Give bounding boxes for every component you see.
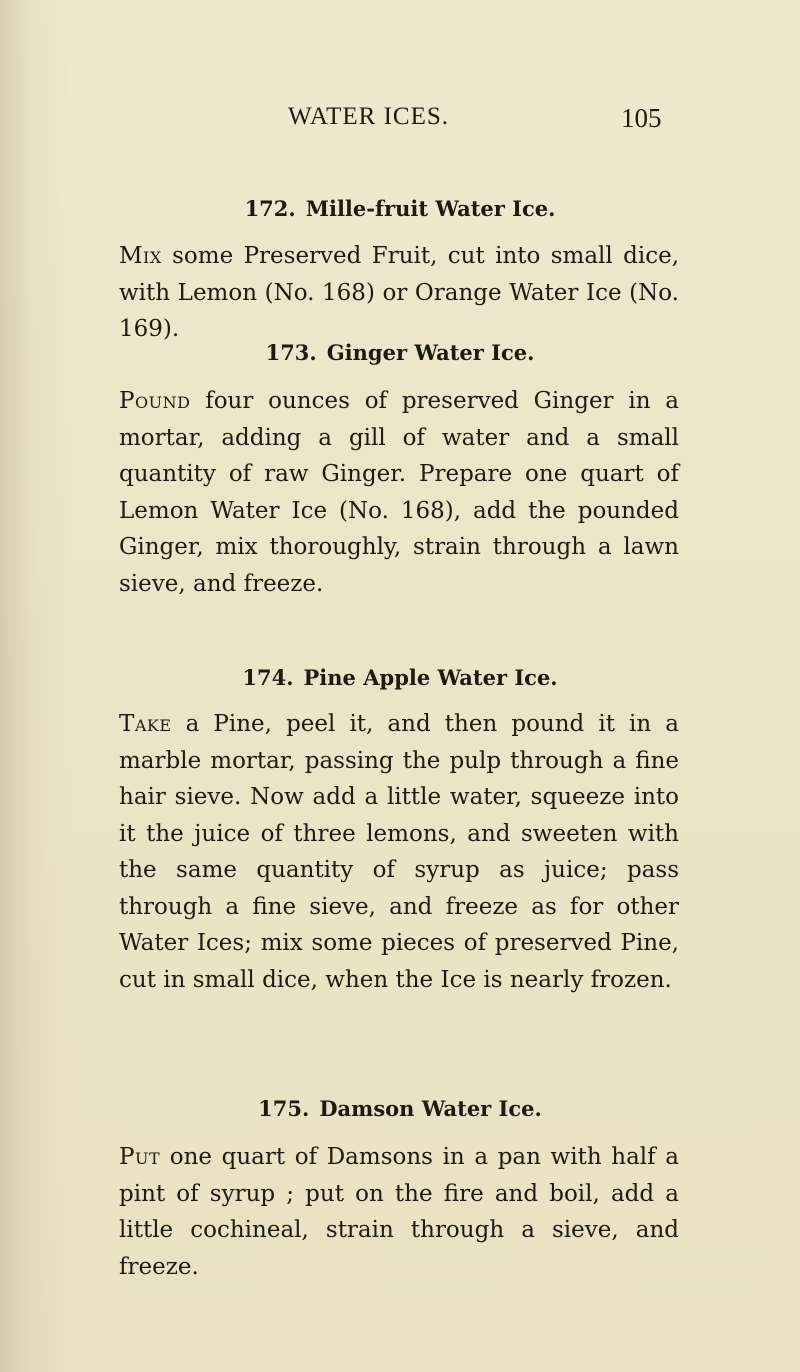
recipe-text: a Pine, peel it, and then pound it in a marble mortar, passing the pulp through a fine hair sieve. Now add a little water, squeeze into it the juice of three lemons, and sweeten with the same quantity of syrup as juice; pass through a fine sieve, and freeze as for other Water Ices; mix some pieces of preserved Pine, cut in small dice, when the Ice is nearly frozen. — [119, 711, 679, 993]
recipe-lead-word: Mix — [119, 243, 162, 269]
recipe-number: 173. — [265, 340, 317, 365]
recipe-heading — [0, 1096, 800, 1121]
recipe-title: Ginger Water Ice. — [326, 340, 535, 365]
recipe-body — [119, 238, 679, 348]
recipe-text: some Preserved Fruit, cut into small dice, with Lemon (No. 168) or Orange Water Ice (No. 169). — [119, 243, 679, 342]
recipe-body — [119, 383, 679, 602]
running-title: WATER ICES. — [288, 103, 449, 130]
page-number: 105 — [621, 103, 662, 133]
recipe-title: Pine Apple Water Ice. — [303, 665, 558, 690]
recipe-lead-word: Pound — [119, 388, 191, 414]
recipe-number: 174. — [242, 665, 294, 690]
recipe-heading — [0, 665, 800, 690]
recipe-text: four ounces of preserved Ginger in a mortar, adding a gill of water and a small quantity of raw Ginger. Prepare one quart of Lemon Water Ice (No. 168), add the pounded Ginger, mix thoroughly, strain through a lawn sieve, and freeze. — [119, 388, 679, 597]
recipe-lead-word: Take — [119, 711, 172, 737]
recipe-number: 175. — [258, 1096, 310, 1121]
recipe-body — [119, 706, 679, 998]
recipe-body — [119, 1139, 679, 1285]
recipe-heading — [0, 340, 800, 365]
recipe-heading — [0, 196, 800, 221]
running-head — [0, 103, 800, 137]
recipe-lead-word: Put — [119, 1144, 161, 1170]
recipe-text: one quart of Damsons in a pan with half a pint of syrup ; put on the fire and boil, add a little cochineal, strain through a sieve, and freeze. — [119, 1144, 679, 1280]
recipe-title: Mille-fruit Water Ice. — [305, 196, 556, 221]
recipe-number: 172. — [244, 196, 296, 221]
recipe-title: Damson Water Ice. — [319, 1096, 542, 1121]
